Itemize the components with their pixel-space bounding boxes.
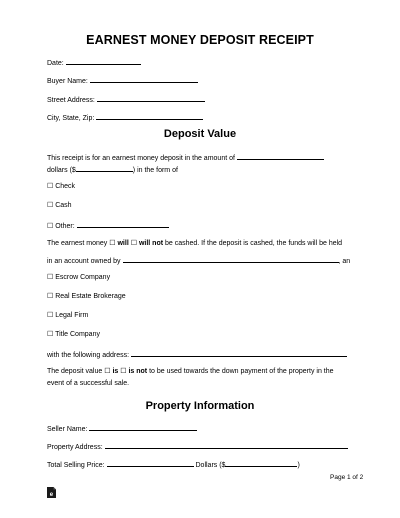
city-state-zip-line[interactable] xyxy=(96,112,203,120)
legal-firm-option[interactable]: ☐ Legal Firm xyxy=(47,312,89,319)
total-selling-price-field[interactable]: Total Selling Price: Dollars ($ ) xyxy=(47,459,300,470)
deposit-amount-line[interactable] xyxy=(237,152,324,160)
date-line[interactable] xyxy=(66,57,141,65)
account-owner-row: in an account owned by , an xyxy=(47,255,350,266)
svg-text:e: e xyxy=(49,492,54,499)
property-address-line[interactable] xyxy=(105,441,348,449)
escrow-company-option[interactable]: ☐ Escrow Company xyxy=(47,274,111,281)
following-address-line[interactable] xyxy=(131,349,347,357)
page-number: Page 1 of 2 xyxy=(330,474,364,481)
document-logo-icon xyxy=(46,486,57,499)
down-payment-statement: The deposit value ☐ is ☐ is not to be used towards the down payment of the property in the xyxy=(47,368,334,375)
seller-name-line[interactable] xyxy=(89,423,197,431)
price-dollars-line[interactable] xyxy=(225,459,297,467)
city-state-zip-field[interactable]: City, State, Zip: xyxy=(47,112,203,123)
cashing-statement: The earnest money ☐ will ☐ will not be cashed. If the deposit is cashed, the funds will be held xyxy=(47,240,343,247)
deposit-amount-text: This receipt is for an earnest money deposit in the amount of xyxy=(47,152,324,163)
deposit-value-heading: Deposit Value xyxy=(163,128,237,140)
following-address-row: with the following address: xyxy=(47,349,347,360)
date-field[interactable]: Date: xyxy=(47,57,141,68)
document-title: EARNEST MONEY DEPOSIT RECEIPT xyxy=(86,33,314,47)
street-address-field[interactable]: Street Address: xyxy=(47,94,205,105)
buyer-name-line[interactable] xyxy=(90,75,198,83)
dollars-row: dollars ($ ) in the form of xyxy=(47,164,178,175)
seller-name-field[interactable]: Seller Name: xyxy=(47,423,197,434)
down-payment-statement-cont: event of a successful sale. xyxy=(47,380,130,387)
other-option[interactable]: ☐ Other: xyxy=(47,220,169,231)
other-line[interactable] xyxy=(77,220,169,228)
dollars-line[interactable] xyxy=(76,164,133,172)
street-address-line[interactable] xyxy=(97,94,205,102)
check-option[interactable]: ☐ Check xyxy=(47,183,76,190)
property-information-heading: Property Information xyxy=(145,400,255,412)
title-company-option[interactable]: ☐ Title Company xyxy=(47,331,100,338)
real-estate-brokerage-option[interactable]: ☐ Real Estate Brokerage xyxy=(47,293,126,300)
total-selling-price-line[interactable] xyxy=(107,459,194,467)
buyer-name-field[interactable]: Buyer Name: xyxy=(47,75,198,86)
cash-option[interactable]: ☐ Cash xyxy=(47,202,72,209)
account-owner-line[interactable] xyxy=(123,255,339,263)
property-address-field[interactable]: Property Address: xyxy=(47,441,348,452)
